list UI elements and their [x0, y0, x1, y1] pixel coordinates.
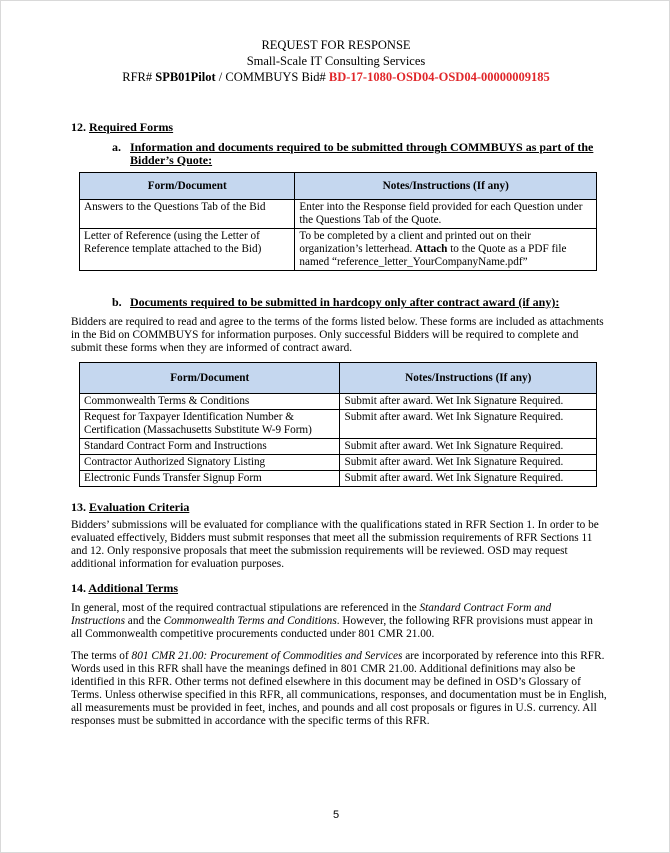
table-cell-notes: Enter into the Response field provided for each Question under the Questions Tab of the Quote. [295, 200, 597, 229]
table-header-row [80, 363, 597, 394]
commbuys-label: / COMMBUYS Bid# [215, 70, 329, 84]
table-row [80, 410, 597, 439]
notes-text: To be completed by a client and printed out on their organization’s letterhead. [299, 230, 532, 255]
table-row [80, 439, 597, 455]
rfr-label: RFR# [122, 70, 156, 84]
sub-b-paragraph: Bidders are required to read and agree to the terms of the forms listed below. These forms are included as attachments in the Bid on COMMBUYS for information purposes. Only successful Bidders will be required to complete and submit these forms when they are informed of contract award. [71, 316, 604, 354]
section-13-heading [71, 500, 189, 515]
header-title: REQUEST FOR RESPONSE [261, 38, 411, 52]
table-cell-form: Answers to the Questions Tab of the Bid [80, 200, 295, 229]
section-14-heading [71, 581, 178, 596]
table-cell-notes: Submit after award. Wet Ink Signature Required. [340, 471, 597, 487]
header-subtitle: Small-Scale IT Consulting Services [246, 54, 426, 68]
p1-italic-standard-contract: Standard Contract Form and Instructions [71, 602, 552, 627]
required-forms-table-b [79, 362, 597, 487]
table-row [80, 394, 597, 410]
sub-b-marker: b. [112, 295, 122, 309]
required-forms-table-a [79, 172, 597, 271]
section-12-heading [71, 120, 173, 135]
column-header-form: Form/Document [80, 173, 295, 200]
section-14-paragraph-2 [71, 650, 607, 728]
column-header-notes: Notes/Instructions (If any) [340, 363, 597, 394]
section-14-title: Additional Terms [88, 581, 179, 595]
table-cell-form: Request for Taxpayer Identification Number & Certification (Massachusetts Substitute W-9 Form) [80, 410, 340, 439]
page-number: 5 [332, 809, 340, 821]
sub-b-title: Documents required to be submitted in hardcopy only after contract award (if any): [130, 295, 560, 309]
section-14-number: 14. [71, 581, 86, 595]
table-cell-form: Contractor Authorized Signatory Listing [80, 455, 340, 471]
table-row [80, 200, 597, 229]
notes-text: to the Quote as a PDF file named “reference_letter_YourCompanyName.pdf” [299, 243, 567, 268]
table-header-row [80, 173, 597, 200]
bid-number: BD-17-1080-OSD04-OSD04-00000009185 [328, 70, 550, 84]
document-header [1, 37, 670, 85]
p2-text: The terms of [71, 650, 132, 662]
sub-b-heading [130, 296, 610, 309]
sub-a-heading [130, 141, 610, 167]
column-header-form: Form/Document [80, 363, 340, 394]
notes-bold-attach: Attach [415, 243, 448, 255]
table-cell-notes: Submit after award. Wet Ink Signature Required. [340, 455, 597, 471]
table-cell-form: Letter of Reference (using the Letter of Reference template attached to the Bid) [80, 229, 295, 271]
table-row [80, 229, 597, 271]
rfr-number: SPB01Pilot [155, 70, 216, 84]
p2-italic-cmr: 801 CMR 21.00: Procurement of Commodities and Services [131, 650, 403, 662]
table-cell-form: Commonwealth Terms & Conditions [80, 394, 340, 410]
table-cell-notes: Submit after award. Wet Ink Signature Required. [340, 439, 597, 455]
column-header-notes: Notes/Instructions (If any) [295, 173, 597, 200]
table-cell-notes: Submit after award. Wet Ink Signature Required. [340, 410, 597, 439]
section-12-title: Required Forms [89, 120, 174, 134]
header-rfr-line [1, 69, 670, 85]
sub-a-line2: Bidder’s Quote: [130, 153, 213, 167]
p1-italic-commonwealth-terms: Commonwealth Terms and Conditions [163, 615, 337, 627]
section-13-number: 13. [71, 500, 86, 514]
table-row [80, 471, 597, 487]
sub-a-marker: a. [112, 140, 121, 154]
section-14-paragraph-1 [71, 602, 607, 641]
p1-text: In general, most of the required contractual stipulations are referenced in the [71, 602, 420, 614]
section-13-paragraph: Bidders’ submissions will be evaluated for compliance with the qualifications stated in RFR Section 1. In order to be evaluated effectively, Bidders must submit responses that meet all the submission requirements of RFR Sections 11 and 12. Only responsive proposals that meet the submission requirements will be reviewed. OSD may request additional information for evaluation purposes. [71, 519, 599, 570]
table-row [80, 455, 597, 471]
table-cell-notes [295, 229, 597, 271]
sub-a-line1: Information and documents required to be submitted through COMMBUYS as part of the [130, 140, 594, 154]
section-12-number: 12. [71, 120, 86, 134]
table-cell-form: Electronic Funds Transfer Signup Form [80, 471, 340, 487]
p1-text: . However, the following RFR provisions must appear in all Commonwealth competitive procurements conducted under 801 CMR 21.00. [71, 615, 593, 640]
table-cell-form: Standard Contract Form and Instructions [80, 439, 340, 455]
p2-text: are incorporated by reference into this RFR. Words used in this RFR shall have the meanings defined in 801 CMR 21.00. Additional definitions may also be identified in this RFR. Other terms not defined elsewhere in this document may be defined in OSD’s Glossary of Terms. Unless otherwise specified in this RFR, all communications, responses, and documentation must be in English, all measurements must be provided in feet, inches, and pounds and all cost proposals or figures in U.S. currency. All responses must be submitted in accordance with the specific terms of this RFR. [71, 650, 607, 727]
p1-text: and the [124, 615, 164, 627]
table-cell-notes: Submit after award. Wet Ink Signature Required. [340, 394, 597, 410]
section-13-title: Evaluation Criteria [89, 500, 190, 514]
